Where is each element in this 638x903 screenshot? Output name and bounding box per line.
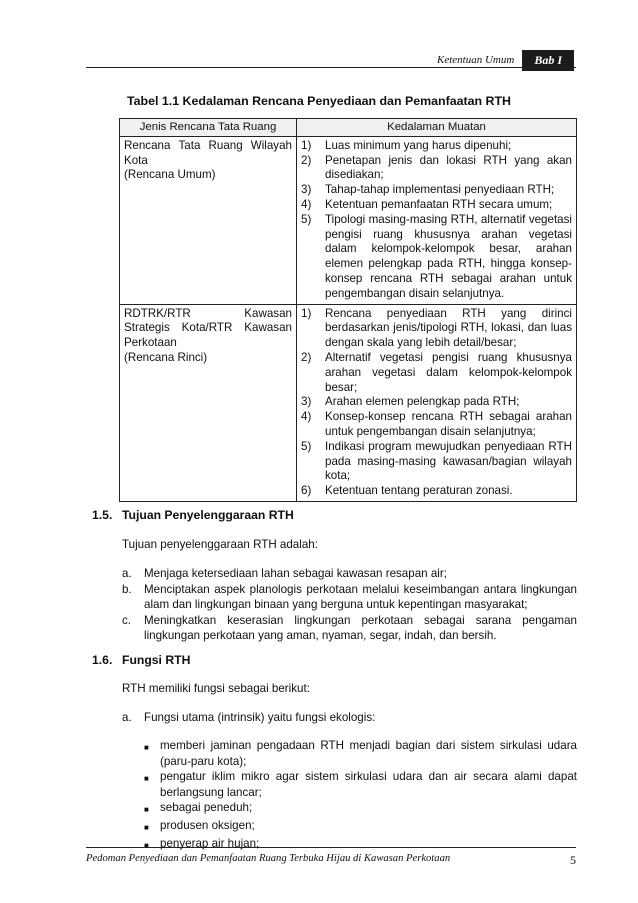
list-item xyxy=(144,800,577,818)
plan-type-word: RDTRK/RTR xyxy=(124,306,191,320)
item-text: pengatur iklim mikro agar sistem sirkulasi udara dan air secara alami dapat berlangsung lancar; xyxy=(160,770,577,799)
ecological-functions-list xyxy=(144,738,577,853)
list-item xyxy=(144,738,577,769)
item-letter: b. xyxy=(122,582,132,596)
plan-type-line: (Rencana Umum) xyxy=(124,168,216,182)
bullet-icon: ■ xyxy=(144,805,149,815)
footer-divider xyxy=(86,847,576,848)
list-item xyxy=(301,139,572,154)
objectives-list xyxy=(122,566,577,644)
item-number: 3) xyxy=(301,395,312,409)
item-letter: a. xyxy=(122,567,132,580)
item-text: Fungsi utama (intrinsik) yaitu fungsi ekologis: xyxy=(144,711,376,724)
item-text: sebagai peneduh; xyxy=(160,801,253,815)
item-number: 1) xyxy=(301,138,312,152)
list-item xyxy=(301,410,572,440)
list-item xyxy=(144,836,577,854)
section-title: Fungsi RTH xyxy=(122,653,191,667)
plan-type-word: Ruang xyxy=(208,138,243,152)
list-item xyxy=(301,440,572,484)
running-title: Ketentuan Umum xyxy=(437,54,515,66)
plan-type-word: Wilayah xyxy=(250,138,292,152)
bullet-icon: ■ xyxy=(144,743,149,752)
item-text: Menciptakan aspek planologis perkotaan melalui keseimbangan antara lingkungan alam dan lingkungan binaan yang berguna untuk kepentingan masyarakat; xyxy=(144,582,577,612)
plan-type-word: Kawasan xyxy=(244,306,292,320)
plan-type-line xyxy=(124,321,292,336)
item-number: 4) xyxy=(301,410,312,424)
list-item xyxy=(301,183,572,198)
header-divider xyxy=(86,67,576,68)
plan-type-cell xyxy=(120,304,297,501)
plan-type-line: Perkotaan xyxy=(124,336,177,350)
item-letter: a. xyxy=(122,711,132,724)
item-text: Meningkatkan keserasian lingkungan perkotaan sebagai sarana pengaman lingkungan perkotaan yang aman, nyaman, segar, indah, dan bersih. xyxy=(144,613,577,643)
item-text: Ketentuan pemanfaatan RTH secara umum; xyxy=(325,197,553,211)
item-text: Ketentuan tentang peraturan zonasi. xyxy=(325,484,513,498)
plan-type-word: Kawasan xyxy=(244,321,292,335)
plan-type-word: Kota/RTR xyxy=(181,321,233,335)
list-item xyxy=(301,198,572,213)
function-list xyxy=(122,710,577,726)
item-text: memberi jaminan pengadaan RTH menjadi bagian dari sistem sirkulasi udara (paru-paru kota); xyxy=(160,739,577,768)
plan-type-line: Kota xyxy=(124,153,148,167)
item-text: penyerap air hujan; xyxy=(160,836,260,850)
item-text: Rencana penyediaan RTH yang dirinci berdasarkan jenis/tipologi RTH, lokasi, dan luas dengan skala yang lebih detail/besar; xyxy=(325,306,572,350)
table-row xyxy=(120,304,577,501)
plan-type-line: (Rencana Rinci) xyxy=(124,350,208,364)
item-number: 1) xyxy=(301,306,312,320)
item-text: produsen oksigen; xyxy=(160,818,255,832)
section-intro: RTH memiliki fungsi sebagai berikut: xyxy=(122,682,310,695)
item-number: 2) xyxy=(301,350,312,364)
list-item xyxy=(122,566,577,582)
page-number: 5 xyxy=(570,853,576,867)
item-text: Penetapan jenis dan lokasi RTH yang akan disediakan; xyxy=(325,153,572,182)
content-list xyxy=(301,139,572,302)
item-number: 3) xyxy=(301,183,312,197)
table-title: Tabel 1.1 Kedalaman Rencana Penyediaan dan Pemanfaatan RTH xyxy=(126,94,511,108)
section-title: Tujuan Penyelenggaraan RTH xyxy=(122,508,294,522)
list-item xyxy=(144,818,577,836)
list-item xyxy=(301,484,572,499)
item-letter: c. xyxy=(122,613,132,627)
item-text: Alternatif vegetasi pengisi ruang khususnya arahan vegetasi dalam kelompok-kelompok besar; xyxy=(325,350,572,394)
item-text: Tahap-tahap implementasi penyediaan RTH; xyxy=(325,183,555,197)
list-item xyxy=(301,395,572,410)
item-text: Konsep-konsep rencana RTH sebagai arahan untuk pengembangan disain selanjutnya; xyxy=(325,410,572,438)
chapter-label: Bab I xyxy=(522,50,574,71)
section-number: 1.6. xyxy=(92,653,113,667)
bullet-icon: ■ xyxy=(144,774,149,784)
item-text: Luas minimum yang harus dipenuhi; xyxy=(325,138,512,152)
item-number: 2) xyxy=(301,153,312,167)
page-footer xyxy=(86,853,576,868)
item-text: Indikasi program mewujudkan penyediaan RTH pada masing-masing kawasan/bagian wilayah kota; xyxy=(325,439,572,483)
section-intro: Tujuan penyelenggaraan RTH adalah: xyxy=(122,538,318,551)
item-number: 6) xyxy=(301,484,312,498)
list-item xyxy=(301,213,572,302)
content-cell xyxy=(297,136,577,304)
plan-type-line xyxy=(124,139,292,154)
plan-type-word: Tata xyxy=(178,138,201,152)
list-item xyxy=(122,582,577,613)
list-item xyxy=(301,307,572,351)
section-heading-1-6 xyxy=(92,653,190,667)
list-item xyxy=(122,613,577,644)
item-number: 5) xyxy=(301,439,312,453)
bullet-icon: ■ xyxy=(144,840,149,850)
list-item xyxy=(144,769,577,800)
plan-type-cell xyxy=(120,136,297,304)
plan-type-line xyxy=(124,307,292,322)
list-item xyxy=(301,351,572,395)
list-item xyxy=(122,710,577,726)
item-text: Arahan elemen pelengkap pada RTH; xyxy=(325,395,520,409)
section-number: 1.5. xyxy=(92,508,113,522)
content-list xyxy=(301,307,572,499)
col-header-content: Kedalaman Muatan xyxy=(297,119,577,137)
table-row xyxy=(120,136,577,304)
plan-type-word: Strategis xyxy=(124,321,170,335)
plan-type-word: Rencana xyxy=(124,138,171,152)
bullet-icon: ■ xyxy=(144,822,149,832)
content-cell xyxy=(297,304,577,501)
footer-title: Pedoman Penyediaan dan Pemanfaatan Ruang Terbuka Hijau di Kawasan Perkotaan xyxy=(86,853,451,864)
item-number: 4) xyxy=(301,197,312,211)
depth-table xyxy=(119,118,577,502)
section-heading-1-5 xyxy=(92,508,294,522)
list-item xyxy=(301,154,572,184)
item-text: Tipologi masing-masing RTH, alternatif vegetasi pengisi ruang khususnya arahan vegetasi dalam kelompok-kelompok besar, arahan elemen pelengkap pada RTH, hingga konsep-konsep rencana RTH sebagai arahan untuk pengembangan disain selanjutnya. xyxy=(325,212,572,300)
col-header-type: Jenis Rencana Tata Ruang xyxy=(120,119,297,137)
item-text: Menjaga ketersediaan lahan sebagai kawasan resapan air; xyxy=(144,567,447,580)
item-number: 5) xyxy=(301,212,312,226)
